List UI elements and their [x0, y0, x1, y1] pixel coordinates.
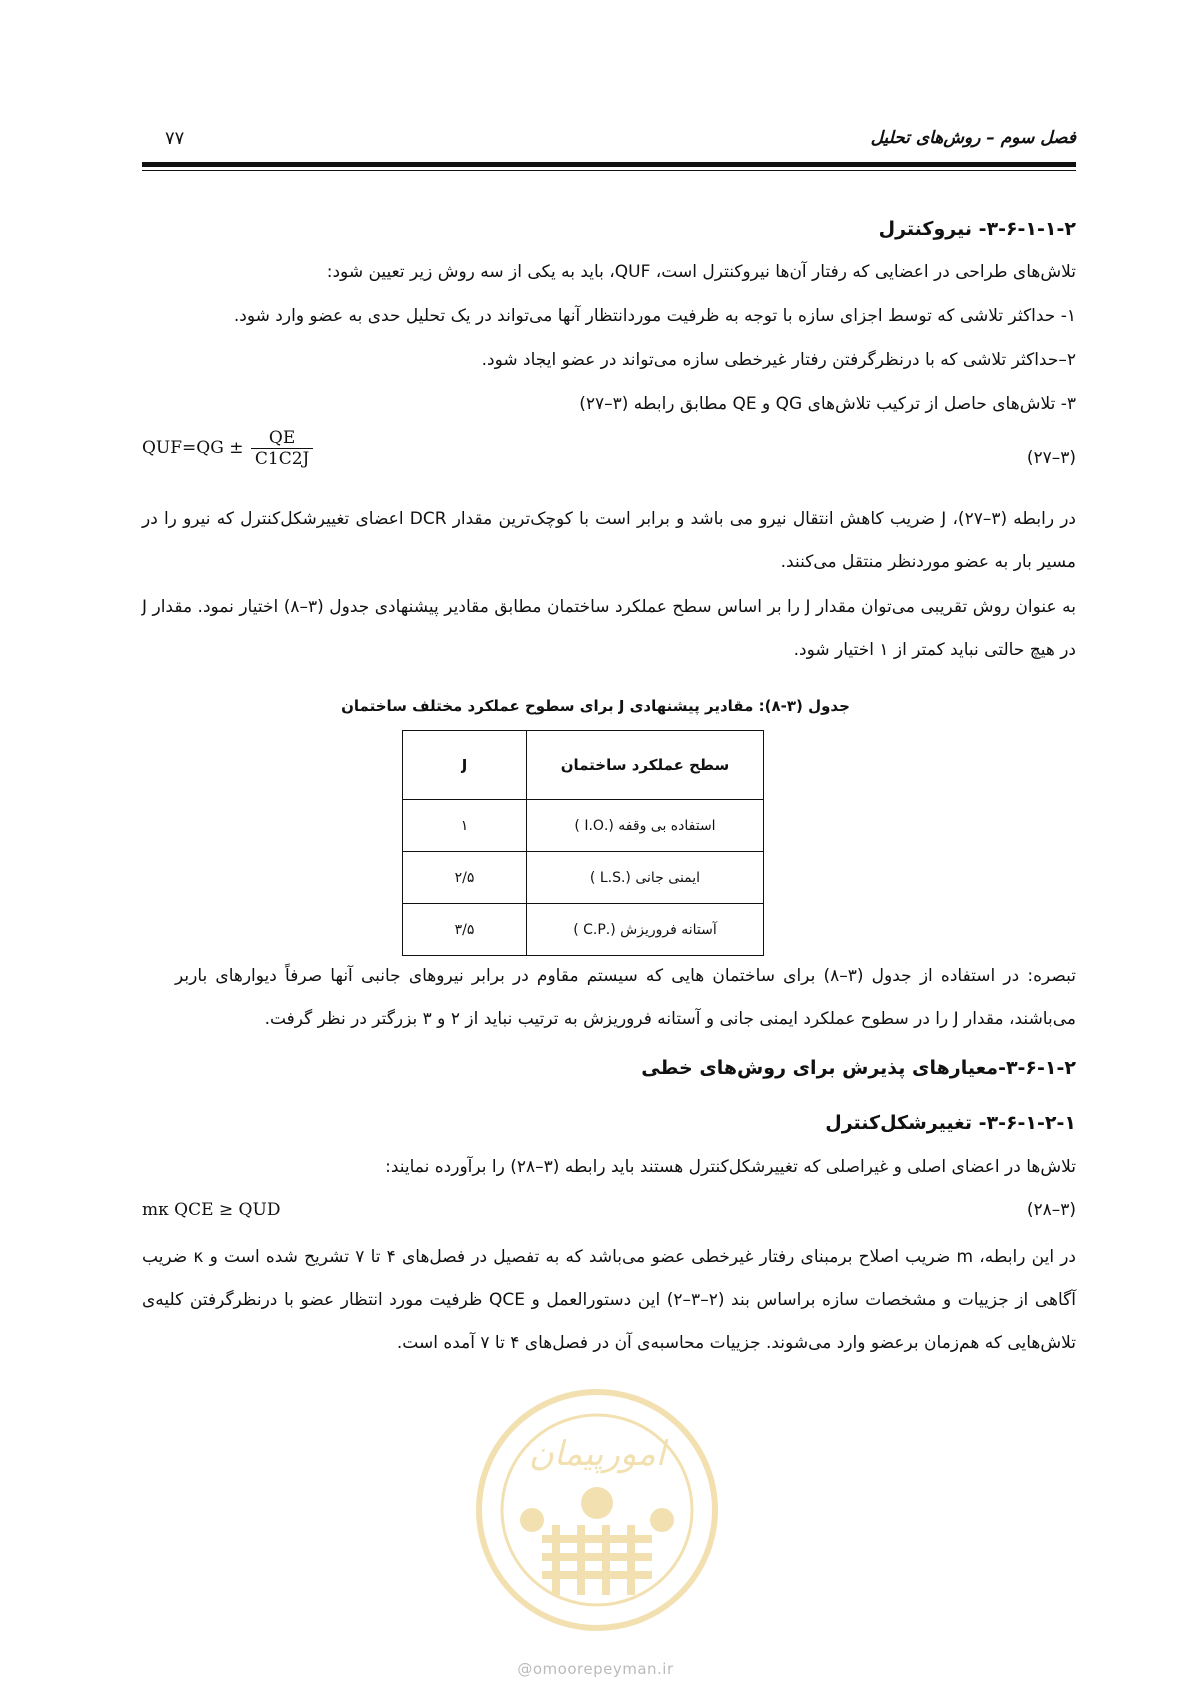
paragraph-j-definition: در رابطه (۳–۲۷)، J ضریب کاهش انتقال نیرو می باشد و برابر است با کوچک‌ترین مقدار DCR اعضای تغییرشکل‌کنترل که نیرو را در مسیر بار به عضو موردنظر منتقل می‌کنند. [142, 509, 1076, 572]
section-3-intro: تلاش‌ها در اعضای اصلی و غیراصلی که تغییرشکل‌کنترل هستند باید رابطه (۳–۲۸) را برآورده نمایند: [385, 1157, 1076, 1177]
section-heading-acceptance-criteria: ۳-۶-۱-۲-معیارهای پذیرش برای روش‌های خطی [641, 1057, 1076, 1079]
equation-27-numerator: QE [251, 428, 313, 449]
watermark-seal-icon [472, 1385, 722, 1635]
section-heading-force-controlled: ۳-۶-۱-۱-۲- نیروکنترل [878, 218, 1076, 240]
header-rule-thin [142, 170, 1076, 171]
equation-27 [142, 428, 313, 469]
paragraph-m-kappa: در این رابطه، m ضریب اصلاح برمبنای رفتار غیرخطی عضو می‌باشد که به تفصیل در فصل‌های ۴ تا ۷ تشریح شده است و κ ضریب آگاهی از جزییات و مشخصات سازه براساس بند (۲–۳–۲) این دستورالعمل و QCE ظرفیت مورد انتظار عضو با درنظرگرفتن کلیه‌ی تلاش‌هایی که هم‌زمان برعضو وارد می‌شوند. جزییات محاسبه‌ی آن در فصل‌های ۴ تا ۷ آمده است. [142, 1247, 1076, 1353]
table-row [403, 852, 764, 904]
table-cell-level: استفاده بی وقفه (.I.O ) [527, 800, 764, 852]
table-cell-j: ۱ [403, 800, 527, 852]
equation-27-lhs: QUF=QG ± [142, 438, 244, 458]
table-header-j: J [403, 731, 527, 800]
section-intro: تلاش‌های طراحی در اعضایی که رفتار آن‌ها نیروکنترل است، QUF، باید به یکی از سه روش زیر تعیین شود: [326, 262, 1076, 282]
equation-28: mκ QCE ≥ QUD [142, 1200, 281, 1220]
table-row [403, 904, 764, 956]
table-cell-level: ایمنی جانی (.L.S ) [527, 852, 764, 904]
table-note: تبصره: در استفاده از جدول (۳–۸) برای ساختمان هایی که سیستم مقاوم در برابر نیروهای جانبی آنها صرفاً دیوارهای باربر می‌باشند، مقدار J را در سطوح عملکرد ایمنی جانی و آستانه فروریزش به ترتیب نباید از ۲ و ۳ بزرگتر در نظر گرفت. [175, 966, 1076, 1029]
list-item-3: ۳- تلاش‌های حاصل از ترکیب تلاش‌های QG و QE مطابق رابطه (۳–۲۷) [579, 394, 1076, 414]
equation-27-fraction [251, 428, 313, 469]
watermark-logo-text: امورپیمان [528, 1434, 666, 1474]
list-item-1: ۱- حداکثر تلاشی که توسط اجزای سازه با توجه به ظرفیت موردانتظار آنها می‌تواند در یک تحلیل حدی به عضو وارد شود. [233, 306, 1076, 326]
paragraph-j-approximate: به عنوان روش تقریبی می‌توان مقدار J را بر اساس سطح عملکرد ساختمان مطابق مقادیر پیشنهادی جدول (۳–۸) اختیار نمود. مقدار J در هیچ حالتی نباید کمتر از ۱ اختیار شود. [142, 597, 1076, 660]
header-rule-thick [142, 162, 1076, 167]
performance-level-table [402, 730, 764, 956]
table-cell-j: ۲/۵ [403, 852, 527, 904]
section-heading-deformation-controlled: ۳-۶-۱-۲-۱- تغییرشکل‌کنترل [825, 1112, 1076, 1134]
equation-number-28: (۲۸–۳) [1026, 1200, 1076, 1220]
chapter-title: فصل سوم – روش‌های تحلیل [870, 128, 1076, 148]
watermark-site-label: @omoorepeyman.ir [517, 1660, 674, 1678]
equation-27-denominator: C1C2J [254, 449, 310, 469]
page-number: ۷۷ [165, 128, 185, 149]
table-cell-level: آستانه فروریزش (.C.P ) [527, 904, 764, 956]
list-item-2: ۲–حداکثر تلاشی که با درنظرگرفتن رفتار غیرخطی سازه می‌تواند در عضو ایجاد شود. [481, 350, 1076, 370]
table-caption: جدول (۳-۸): مقادیر پیشنهادی J برای سطوح عملکرد مختلف ساختمان [341, 697, 850, 715]
table-row [403, 800, 764, 852]
watermark-site: omoorepeyman.ir [532, 1660, 674, 1678]
table-header-level: سطح عملکرد ساختمان [527, 731, 764, 800]
equation-number-27: (۲۷–۳) [1026, 448, 1076, 468]
table-cell-j: ۳/۵ [403, 904, 527, 956]
watermark-logo [472, 1385, 722, 1635]
table-header-row [403, 731, 764, 800]
